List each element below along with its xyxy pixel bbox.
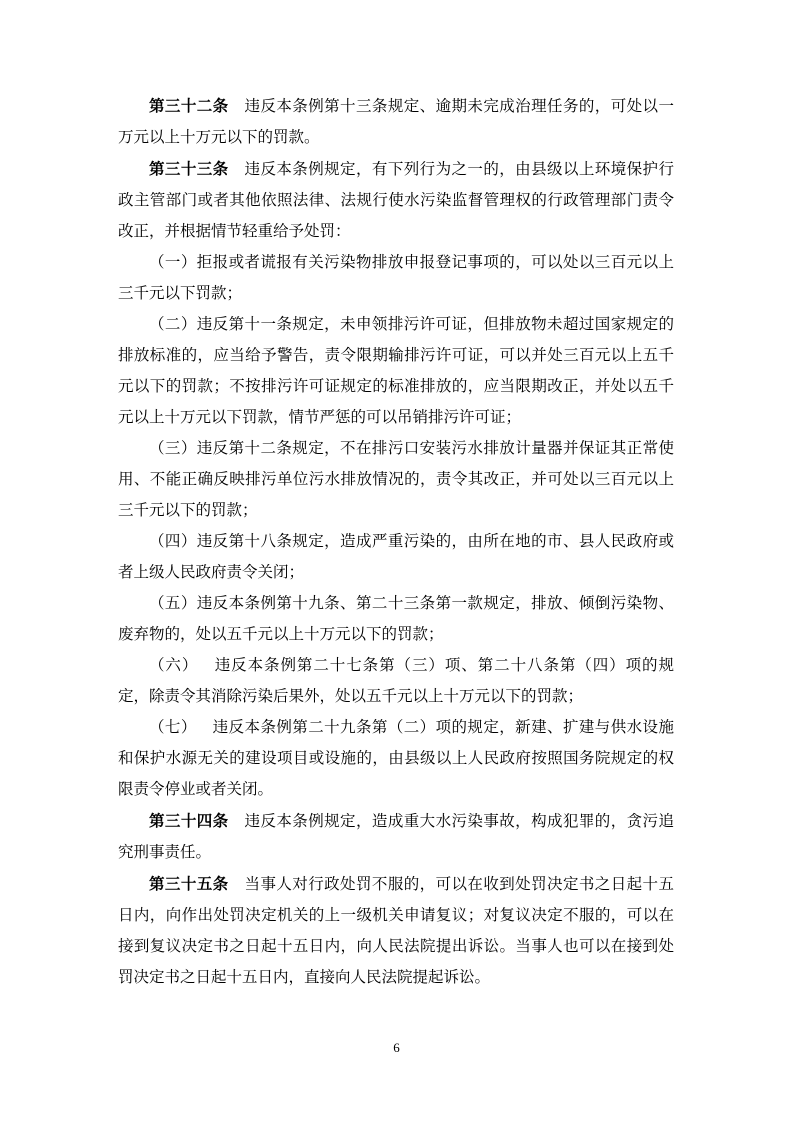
article-number: 第三十五条 (149, 874, 229, 893)
article-32 (118, 90, 674, 153)
article-33-item-6 (118, 650, 674, 712)
article-number: 第三十三条 (149, 159, 229, 178)
article-33-item-3: （三）违反第十二条规定，不在排污口安装污水排放计量器并保证其正常使用、不能正确反映排污单位污水排放情况的，责令其改正，并可处以三百元以上三千元以下的罚款； (118, 439, 674, 519)
document-body (118, 90, 674, 993)
item-label: （六） (149, 656, 199, 674)
article-number: 第三十二条 (149, 96, 229, 115)
article-35 (118, 868, 674, 993)
article-text: 违反本条例规定，有下列行为之一的，由县级以上环境保护行政主管部门或者其他依照法律、法规行使水污染监督管理权的行政管理部门责令改正，并根据情节轻重给予处罚： (118, 160, 674, 240)
article-34 (118, 805, 674, 868)
page-number: 6 (393, 1040, 400, 1055)
article-number: 第三十四条 (149, 811, 229, 830)
article-text: 当事人对行政处罚不服的，可以在收到处罚决定书之日起十五日内，向作出处罚决定机关的上一级机关申请复议；对复议决定不服的，可以在接到复议决定书之日起十五日内，向人民法院提出诉讼。当事人也可以在接到处罚决定书之日起十五日内，直接向人民法院提起诉讼。 (118, 875, 674, 986)
article-33 (118, 153, 674, 247)
article-text: 违反本条例规定，造成重大水污染事故，构成犯罪的，贪污追究刑事责任。 (118, 812, 674, 861)
article-33-item-4: （四）违反第十八条规定，造成严重污染的，由所在地的市、县人民政府或者上级人民政府责令关闭； (118, 532, 674, 581)
article-33-item-7 (118, 712, 674, 805)
article-33-item-1: （一）拒报或者谎报有关污染物排放申报登记事项的，可以处以三百元以上三千元以下罚款； (118, 253, 674, 302)
item-label: （七） (149, 718, 197, 736)
item-text: 违反本条例第二十九条第（二）项的规定，新建、扩建与供水设施和保护水源无关的建设项目或设施的，由县级以上人民政府按照国务院规定的权限责令停业或者关闭。 (118, 718, 674, 798)
article-33-item-5: （五）违反本条例第十九条、第二十三条第一款规定，排放、倾倒污染物、废弃物的，处以五千元以上十万元以下的罚款； (118, 594, 674, 643)
article-33-item-2: （二）违反第十一条规定，未申领排污许可证，但排放物未超过国家规定的排放标准的，应当给予警告，责令限期输排污许可证，可以并处三百元以上五千元以下的罚款；不按排污许可证规定的标准排放的，应当限期改正，并处以五千元以上十万元以下罚款，情节严惩的可以吊销排污许可证； (118, 315, 674, 426)
item-text: 违反本条例第二十七条第（三）项、第二十八条第（四）项的规定，除责令其消除污染后果外，处以五千元以上十万元以下的罚款； (118, 656, 674, 705)
article-text: 违反本条例第十三条规定、逾期未完成治理任务的，可处以一万元以上十万元以下的罚款。 (118, 97, 674, 146)
